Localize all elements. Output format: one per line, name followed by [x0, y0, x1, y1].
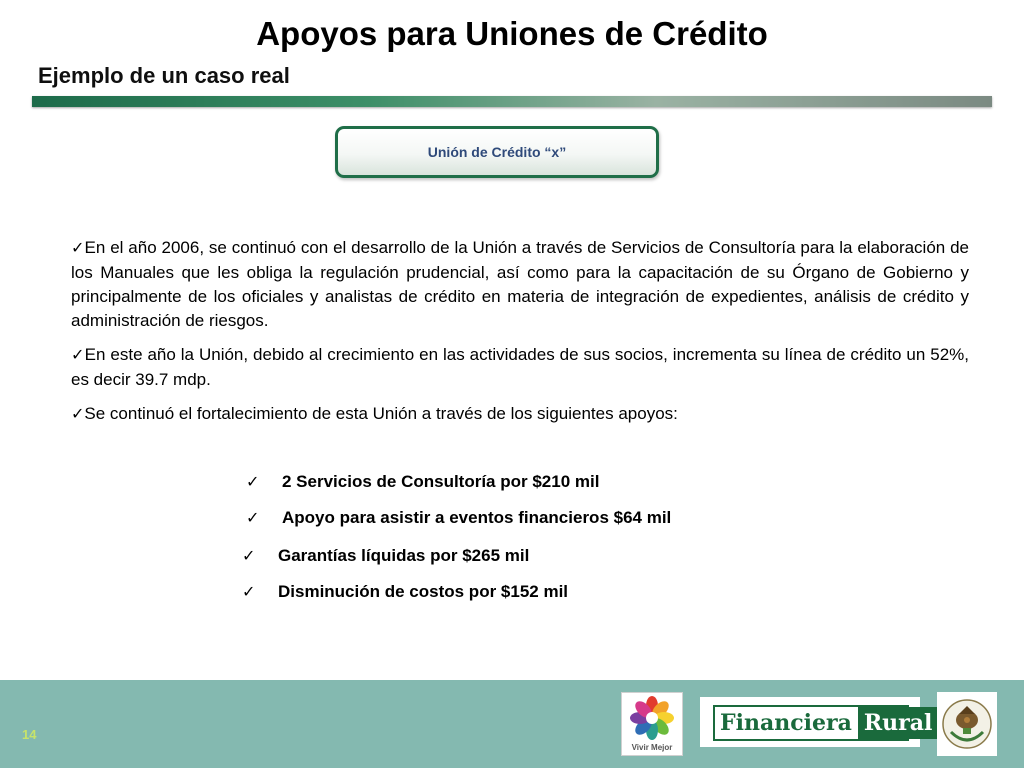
paragraph-3 — [71, 402, 969, 427]
support-item — [242, 582, 568, 602]
eagle-seal-icon — [937, 692, 997, 756]
paragraph-1 — [71, 236, 969, 333]
page-number: 14 — [22, 727, 37, 742]
page-title: Apoyos para Uniones de Crédito — [256, 15, 768, 52]
union-credit-box-label: Unión de Crédito “x” — [427, 144, 567, 160]
support-item — [246, 508, 671, 528]
union-credit-box — [335, 126, 659, 178]
support-item-text: Disminución de costos por $152 mil — [278, 582, 569, 601]
financiera-rural-wordmark — [713, 705, 933, 741]
check-icon: ✓ — [246, 510, 260, 527]
vivir-mejor-label: Vivir Mejor — [631, 743, 673, 752]
support-item-text: Apoyo para asistir a eventos financieros $64 mil — [282, 508, 672, 527]
check-icon: ✓ — [246, 474, 260, 491]
check-icon: ✓ — [242, 584, 256, 601]
rural-text: Rural — [858, 707, 938, 739]
financiera-text: Financiera — [715, 707, 858, 739]
paragraph-text: En el año 2006, se continuó con el desarrollo de la Unión a través de Servicios de Consultoría para la elaboración de los Manuales que les obliga la regulación prudencial, así como para la capacitación de su Órgano de Gobierno y principalmente de los oficiales y analistas de crédito en materia de integración de expedientes, análisis de crédito y administración de riesgos. — [71, 238, 970, 330]
mexico-coat-of-arms-logo — [937, 692, 997, 756]
paragraph-2 — [71, 343, 969, 392]
support-item-text: 2 Servicios de Consultoría por $210 mil — [282, 472, 600, 491]
support-item-text: Garantías líquidas por $265 mil — [278, 546, 530, 565]
body-paragraphs — [71, 236, 969, 437]
check-icon: ✓ — [71, 347, 85, 364]
flower-icon — [622, 693, 682, 743]
check-icon: ✓ — [242, 548, 256, 565]
check-icon: ✓ — [71, 240, 85, 257]
paragraph-text: Se continuó el fortalecimiento de esta Unión a través de los siguientes apoyos: — [84, 404, 678, 423]
title-divider-bar — [32, 96, 992, 107]
support-item — [246, 472, 599, 492]
check-icon: ✓ — [71, 406, 85, 423]
support-item — [242, 546, 529, 566]
page-subtitle: Ejemplo de un caso real — [38, 63, 290, 88]
paragraph-text: En este año la Unión, debido al crecimiento en las actividades de sus socios, incrementa su línea de crédito un 52%, es decir 39.7 mdp. — [71, 345, 970, 389]
financiera-rural-logo — [700, 697, 933, 747]
vivir-mejor-logo — [621, 692, 683, 756]
